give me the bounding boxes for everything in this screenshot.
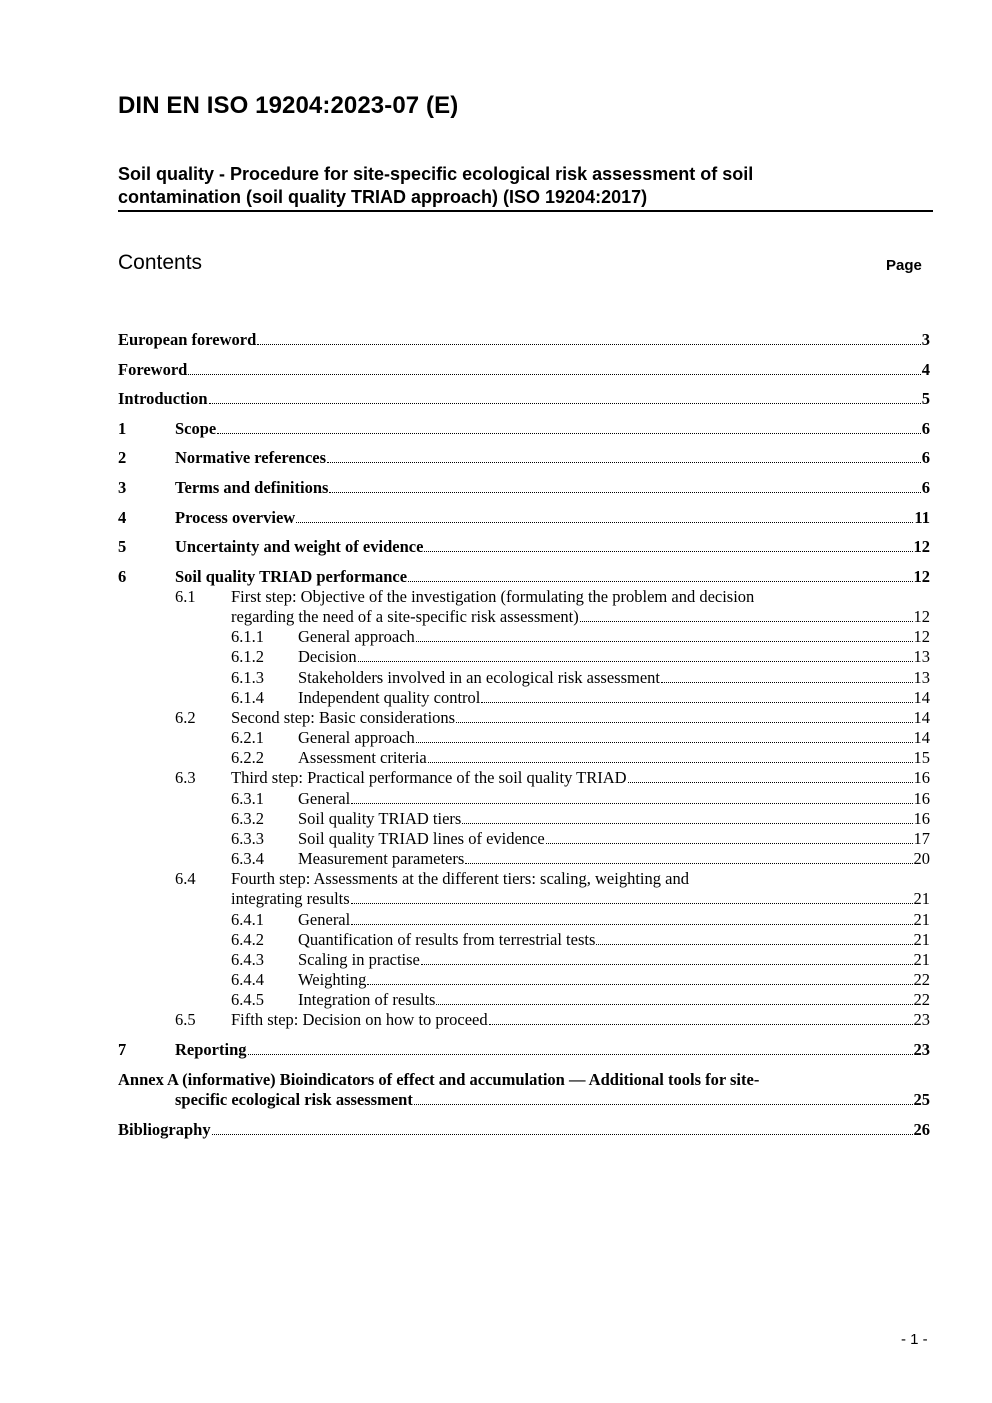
toc-entry-page: 22 <box>913 990 930 1009</box>
toc-entry-number: 6.2.1 <box>231 728 264 747</box>
dot-leader <box>367 984 912 985</box>
dot-leader <box>416 742 913 743</box>
toc-entry-number: 6.1.3 <box>231 668 264 687</box>
toc-entry[interactable] <box>175 768 930 788</box>
dot-leader <box>351 903 913 904</box>
toc-entry-number: 6.1.4 <box>231 688 264 707</box>
dot-leader <box>580 621 913 622</box>
toc-entry-title: General <box>298 789 351 808</box>
toc-entry-title: Second step: Basic considerations <box>231 708 456 727</box>
toc-entry-number: 6.5 <box>175 1010 196 1029</box>
dot-leader <box>296 522 913 523</box>
dot-leader <box>481 702 912 703</box>
toc-entry-page: 23 <box>913 1010 930 1029</box>
toc-entry-title: Integration of results <box>298 990 436 1009</box>
dot-leader <box>188 374 920 375</box>
toc-entry-title: Scaling in practise <box>298 950 420 969</box>
contents-heading: Contents <box>118 251 203 274</box>
dot-leader <box>462 823 912 824</box>
dot-leader <box>428 762 913 763</box>
toc-entry-title: Scope <box>175 419 217 438</box>
toc-entry-title: Introduction <box>118 389 208 408</box>
toc-entry-title: Bibliography <box>118 1120 211 1139</box>
toc-entry-page: 22 <box>913 970 930 989</box>
toc-entry-title: specific ecological risk assessment <box>175 1090 413 1109</box>
toc-entry-number: 6.4.4 <box>231 970 264 989</box>
toc-entry-page: 16 <box>913 789 930 808</box>
dot-leader <box>436 1004 912 1005</box>
toc-entry[interactable] <box>231 930 930 950</box>
toc-entry-page: 16 <box>913 768 930 787</box>
toc-entry-title-line1: First step: Objective of the investigation (formulating the problem and decision <box>231 587 755 606</box>
toc-entry-number: 6 <box>118 567 127 586</box>
dot-leader <box>661 682 912 683</box>
subtitle-line-2: contamination (soil quality TRIAD approach) (ISO 19204:2017) <box>118 187 648 207</box>
document-subtitle <box>118 163 933 212</box>
toc-entry-number: 6.4.3 <box>231 950 264 969</box>
dot-leader <box>248 1054 913 1055</box>
toc-entry-title: European foreword <box>118 330 257 349</box>
dot-leader <box>465 863 912 864</box>
toc-entry-page: 21 <box>913 910 930 929</box>
dot-leader <box>421 964 913 965</box>
toc-entry-page: 12 <box>913 607 930 626</box>
toc-entry-title: Uncertainty and weight of evidence <box>175 537 424 556</box>
toc-entry-page: 12 <box>913 537 930 556</box>
toc-entry-title: Independent quality control <box>298 688 481 707</box>
toc-entry-number: 6.4.1 <box>231 910 264 929</box>
toc-entry-page: 6 <box>921 419 930 438</box>
toc-entry[interactable] <box>118 419 930 439</box>
toc-entry[interactable] <box>118 389 930 409</box>
toc-entry-title: Reporting <box>175 1040 247 1059</box>
toc-entry-page: 25 <box>913 1090 930 1109</box>
toc-entry-number: 6.3.4 <box>231 849 264 868</box>
toc-entry-page: 6 <box>921 478 930 497</box>
toc-entry[interactable] <box>231 789 930 809</box>
toc-entry-title: Measurement parameters <box>298 849 465 868</box>
dot-leader <box>358 661 913 662</box>
dot-leader <box>456 722 912 723</box>
toc-entry-title: Third step: Practical performance of the soil quality TRIAD <box>231 768 627 787</box>
toc-entry[interactable] <box>118 567 930 587</box>
dot-leader <box>408 581 912 582</box>
toc-entry-number: 6.4 <box>175 869 196 888</box>
toc-entry-page: 13 <box>913 647 930 666</box>
toc-entry[interactable] <box>231 889 930 909</box>
toc-entry-title: Soil quality TRIAD tiers <box>298 809 462 828</box>
toc-entry-page: 21 <box>913 930 930 949</box>
toc-entry-first-line[interactable]: Annex A (informative) Bioindicators of effect and accumulation — Additional tools for site- <box>118 1070 760 1089</box>
toc-entry[interactable] <box>118 537 930 557</box>
toc-entry-number: 3 <box>118 478 127 497</box>
page-column-heading: Page <box>886 257 922 274</box>
dot-leader <box>414 1104 913 1105</box>
toc-entry-page: 15 <box>913 748 930 767</box>
dot-leader <box>489 1024 913 1025</box>
toc-entry-title: Normative references <box>175 448 327 467</box>
dot-leader <box>351 803 912 804</box>
toc-entry[interactable] <box>231 627 930 647</box>
toc-entry-title: Assessment criteria <box>298 748 427 767</box>
toc-entry-title: Weighting <box>298 970 367 989</box>
toc-entry-page: 11 <box>914 508 930 527</box>
toc-entry-title: General approach <box>298 728 415 747</box>
dot-leader <box>329 492 920 493</box>
toc-entry-number: 6.1.2 <box>231 647 264 666</box>
toc-entry-number: 6.4.2 <box>231 930 264 949</box>
toc-entry-number: 2 <box>118 448 127 467</box>
toc-entry[interactable] <box>175 708 930 728</box>
toc-entry[interactable] <box>231 748 930 768</box>
toc-entry-title: Soil quality TRIAD lines of evidence <box>298 829 545 848</box>
toc-entry[interactable] <box>231 728 930 748</box>
dot-leader <box>351 924 912 925</box>
toc-entry[interactable] <box>118 1040 930 1060</box>
dot-leader <box>327 462 921 463</box>
toc-entry[interactable] <box>118 478 930 498</box>
dot-leader <box>257 344 920 345</box>
toc-entry[interactable] <box>231 809 930 829</box>
toc-entry-title: Process overview <box>175 508 296 527</box>
toc-entry-number: 6.3.2 <box>231 809 264 828</box>
toc-entry[interactable] <box>118 360 930 380</box>
toc-entry-number: 6.2 <box>175 708 196 727</box>
toc-entry-title-line1: Fourth step: Assessments at the different tiers: scaling, weighting and <box>231 869 689 888</box>
dot-leader <box>596 944 912 945</box>
toc-entry-page: 14 <box>913 708 930 727</box>
toc-entry-page: 17 <box>913 829 930 848</box>
toc-entry-page: 16 <box>913 809 930 828</box>
toc-entry-page: 20 <box>913 849 930 868</box>
toc-entry-page: 6 <box>921 448 930 467</box>
toc-entry-page: 5 <box>921 389 930 408</box>
toc-entry[interactable] <box>175 1010 930 1030</box>
toc-entry[interactable] <box>118 1120 930 1140</box>
toc-entry-title: Soil quality TRIAD performance <box>175 567 408 586</box>
toc-entry-number: 4 <box>118 508 127 527</box>
toc-entry-page: 21 <box>913 950 930 969</box>
toc-entry-number: 6.3 <box>175 768 196 787</box>
toc-entry[interactable] <box>231 910 930 930</box>
toc-entry-page: 26 <box>913 1120 930 1139</box>
toc-entry-title: regarding the need of a site-specific risk assessment) <box>231 607 579 626</box>
toc-entry[interactable] <box>118 330 930 350</box>
toc-entry-number: 6.3.1 <box>231 789 264 808</box>
toc-entry-number: 5 <box>118 537 127 556</box>
toc-entry[interactable] <box>175 1090 930 1110</box>
toc-entry-number: 7 <box>118 1040 127 1059</box>
page-number: - 1 - <box>901 1331 928 1348</box>
toc-entry[interactable] <box>118 448 930 468</box>
toc-entry-page: 12 <box>913 567 930 586</box>
toc-entry-page: 3 <box>921 330 930 349</box>
toc-entry-title: Decision <box>298 647 357 666</box>
toc-entry-page: 23 <box>913 1040 930 1059</box>
toc-entry[interactable] <box>231 688 930 708</box>
toc-entry-number: 6.4.5 <box>231 990 264 1009</box>
toc-entry-number: 1 <box>118 419 127 438</box>
toc-entry-number: 6.1 <box>175 587 196 606</box>
toc-entry-title: Fifth step: Decision on how to proceed <box>231 1010 488 1029</box>
toc-entry-page: 14 <box>913 728 930 747</box>
toc-entry-title: integrating results <box>231 889 350 908</box>
toc-entry[interactable] <box>231 647 930 667</box>
toc-entry[interactable] <box>231 668 930 688</box>
toc-entry-title: Quantification of results from terrestrial tests <box>298 930 596 949</box>
dot-leader <box>212 1134 913 1135</box>
dot-leader <box>546 843 913 844</box>
toc-entry-number: 6.3.3 <box>231 829 264 848</box>
toc-entry[interactable] <box>118 508 930 528</box>
toc-entry-number: 6.1.1 <box>231 627 264 646</box>
dot-leader <box>424 551 912 552</box>
toc-entry-title: Foreword <box>118 360 188 379</box>
document-id: DIN EN ISO 19204:2023-07 (E) <box>118 92 459 119</box>
dot-leader <box>217 433 921 434</box>
toc-entry[interactable] <box>231 950 930 970</box>
toc-entry[interactable] <box>231 849 930 869</box>
toc-entry-page: 13 <box>913 668 930 687</box>
toc-entry-title: General approach <box>298 627 415 646</box>
toc-entry-number: 6.2.2 <box>231 748 264 767</box>
toc-entry[interactable] <box>231 970 930 990</box>
toc-entry-title: General <box>298 910 351 929</box>
dot-leader <box>416 641 913 642</box>
dot-leader <box>209 403 921 404</box>
toc-entry-page: 12 <box>913 627 930 646</box>
toc-entry[interactable] <box>231 607 930 627</box>
toc-entry[interactable] <box>231 829 930 849</box>
toc-entry-title: Stakeholders involved in an ecological risk assessment <box>298 668 661 687</box>
toc-entry-title: Terms and definitions <box>175 478 329 497</box>
toc-entry-page: 4 <box>921 360 930 379</box>
toc-entry[interactable] <box>231 990 930 1010</box>
dot-leader <box>628 782 913 783</box>
subtitle-line-1: Soil quality - Procedure for site-specific ecological risk assessment of soil <box>118 164 754 184</box>
toc-entry-page: 14 <box>913 688 930 707</box>
toc-entry-page: 21 <box>913 889 930 908</box>
